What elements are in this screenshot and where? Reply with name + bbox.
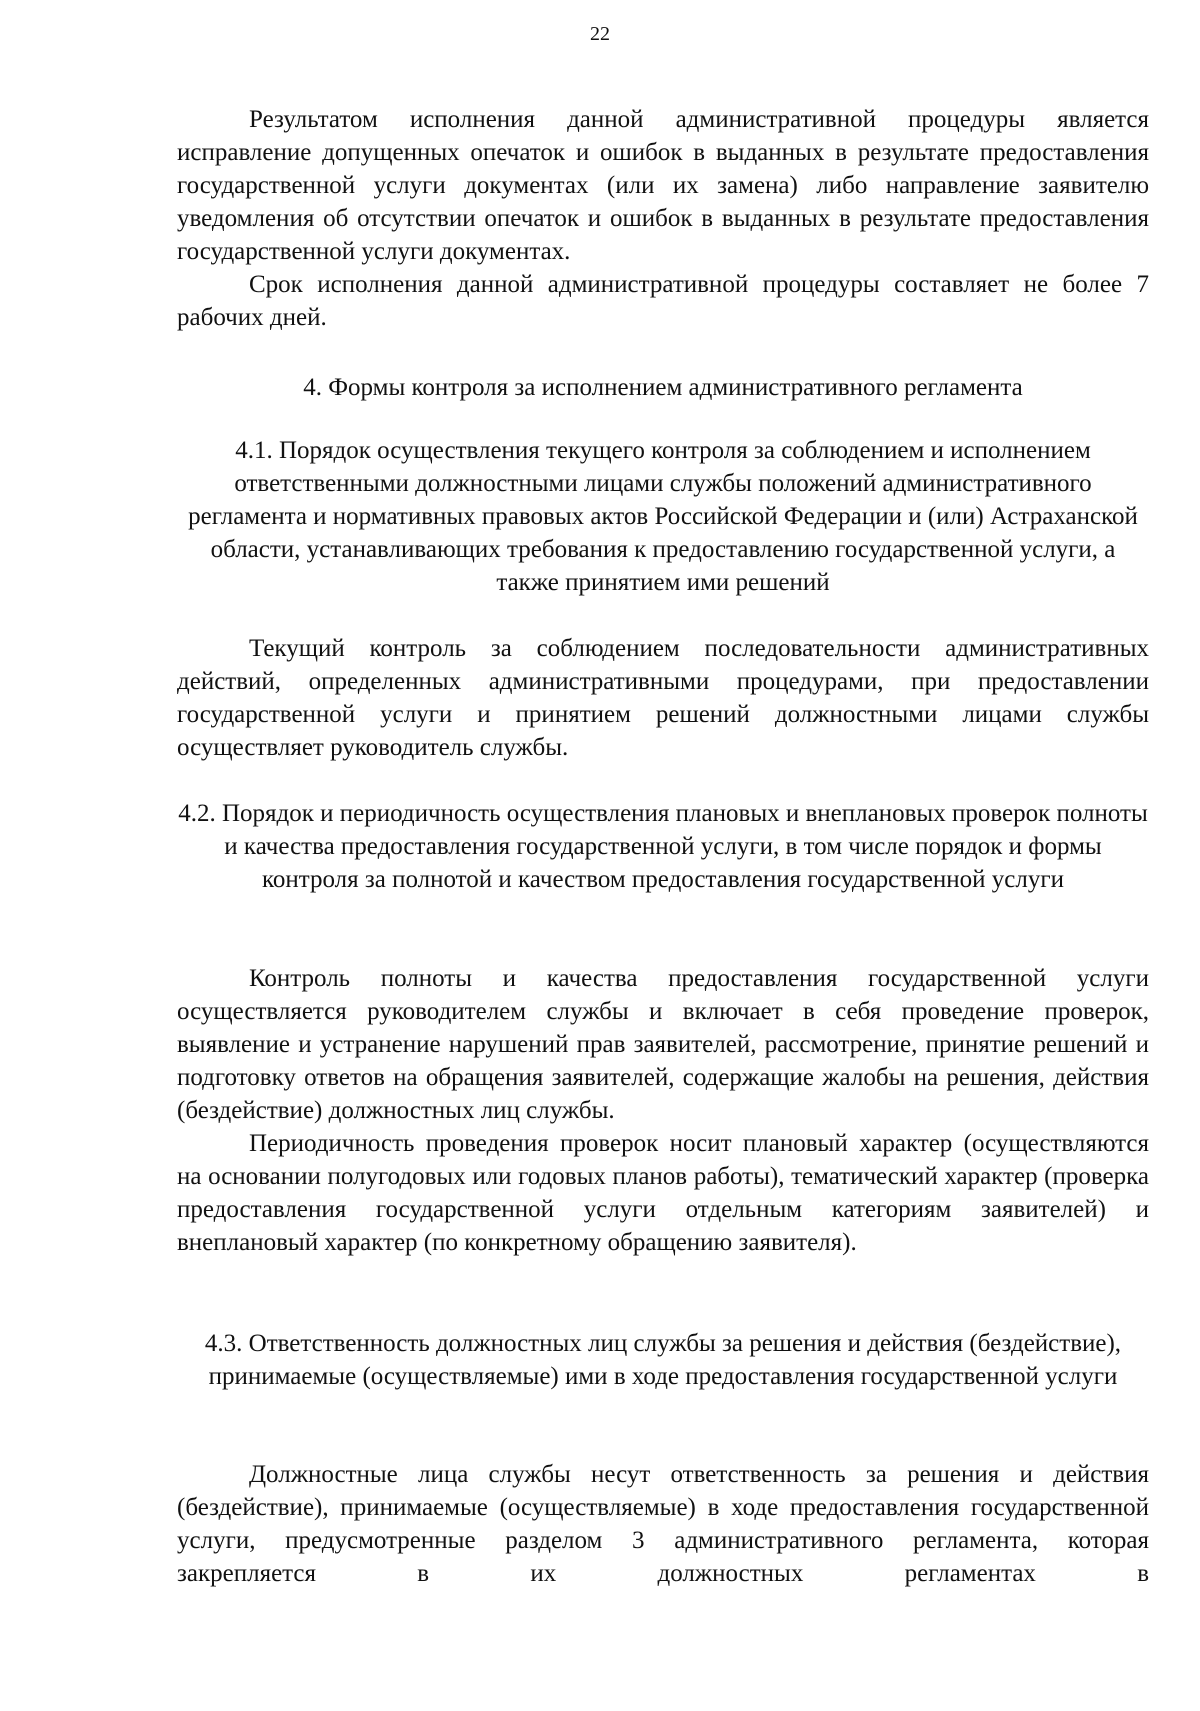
- section-4-heading: 4. Формы контроля за исполнением административного регламента: [303, 374, 1023, 401]
- paragraph-current-control: Текущий контроль за соблюдением последовательности административных действий, определенных административными процедурами, при предоставлении государственной услуги и принятием решений должностными лицами службы осуществляет руководитель службы.: [177, 635, 1149, 761]
- section-4-2-heading-block: [177, 797, 1149, 896]
- responsibility-paragraph-block: [177, 1458, 1149, 1590]
- paragraph-responsibility: Должностные лица службы несут ответственность за решения и действия (бездействие), принимаемые (осуществляемые) в ходе предоставления государственной услуги, предусмотренные разделом 3 административного регламента, которая закрепляется в их должностных регламентах в: [177, 1461, 1149, 1587]
- paragraph-deadline: Срок исполнения данной административной процедуры составляет не более 7 рабочих дней.: [177, 271, 1149, 331]
- quality-control-paragraph-block: [177, 962, 1149, 1259]
- section-4-1-heading: 4.1. Порядок осуществления текущего контроля за соблюдением и исполнением ответственными должностными лицами службы положений административного регламента и нормативных правовых актов Российской Федерации и (или) Астраханской области, устанавливающих требования к предоставлению государственной услуги, а также принятием ими решений: [188, 437, 1138, 596]
- page-number: 22: [590, 23, 610, 45]
- paragraph-periodicity: Периодичность проведения проверок носит плановый характер (осуществляются на основании полугодовых или годовых планов работы), тематический характер (проверка предоставления государственной услуги отдельным категориям заявителей) и внеплановый характер (по конкретному обращению заявителя).: [177, 1130, 1149, 1256]
- section-4-3-heading: 4.3. Ответственность должностных лиц службы за решения и действия (бездействие), принимаемые (осуществляемые) ими в ходе предоставления государственной услуги: [204, 1330, 1122, 1390]
- current-control-paragraph-block: [177, 632, 1149, 764]
- paragraph-result: Результатом исполнения данной административной процедуры является исправление допущенных опечаток и ошибок в выданных в результате предоставления государственной услуги документах (или их замена) либо направление заявителю уведомления об отсутствии опечаток и ошибок в выданных в результате предоставления государственной услуги документах.: [177, 106, 1149, 265]
- result-paragraph-block: [177, 103, 1149, 334]
- paragraph-quality-control: Контроль полноты и качества предоставления государственной услуги осуществляется руководителем службы и включает в себя проведение проверок, выявление и устранение нарушений прав заявителей, рассмотрение, принятие решений и подготовку ответов на обращения заявителей, содержащие жалобы на решения, действия (бездействие) должностных лиц службы.: [177, 965, 1149, 1124]
- section-4-3-heading-block: [177, 1327, 1149, 1393]
- section-4-1-heading-block: [177, 434, 1149, 599]
- section-4-heading-block: [177, 371, 1149, 404]
- section-4-2-heading: 4.2. Порядок и периодичность осуществления плановых и внеплановых проверок полноты и качества предоставления государственной услуги, в том числе порядок и формы контроля за полнотой и качеством предоставления государственной услуги: [178, 800, 1148, 893]
